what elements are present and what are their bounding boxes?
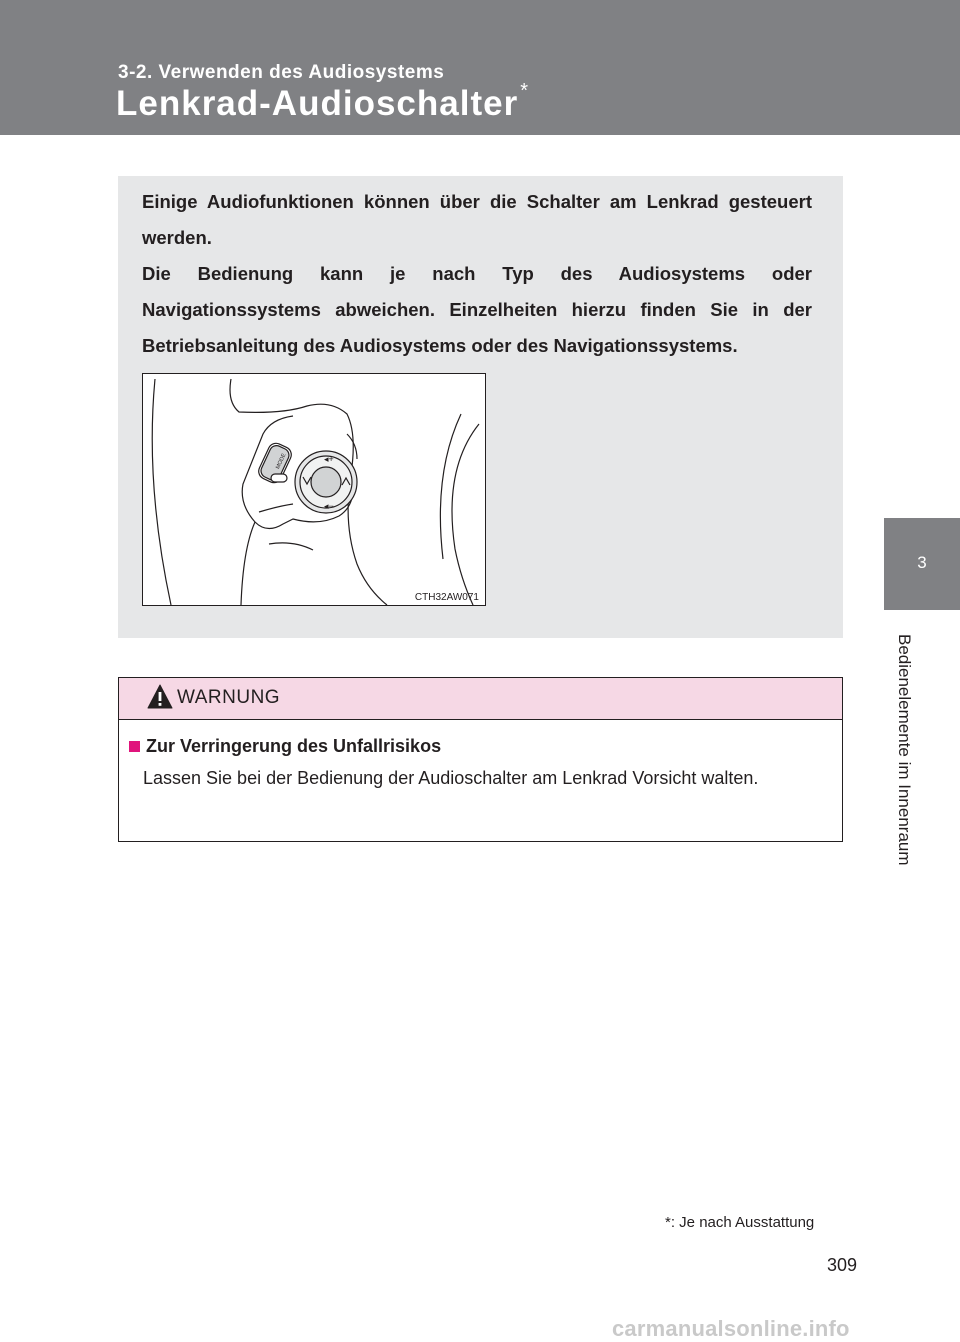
- section-label: 3-2. Verwenden des Audiosystems: [118, 62, 445, 83]
- chapter-tab: [884, 518, 960, 610]
- footnote-text: : Je nach Ausstattung: [670, 1214, 815, 1231]
- square-bullet-icon: [129, 741, 140, 752]
- warning-box: [118, 677, 843, 842]
- mode-button-label: MODE: [275, 452, 288, 471]
- chapter-number: 3: [917, 553, 927, 572]
- page-number: 309: [827, 1255, 858, 1275]
- volume-up-label: ◂+: [324, 454, 334, 464]
- warning-text: Lassen Sie bei der Bedienung der Audioschalter am Lenkrad Vorsicht walten.: [143, 768, 759, 788]
- footnote: [665, 1214, 814, 1231]
- figure-code: CTH32AW071: [414, 592, 479, 603]
- page-title-text: Lenkrad-Audioschalter: [116, 84, 519, 123]
- intro-box: [118, 176, 843, 638]
- intro-paragraph-2: Die Bedienung kann je nach Typ des Audiosystems oder Navigationssystems abweichen. Einzelheiten hierzu finden Sie in der Betriebsanleitung des Audiosystems oder des Navigationssystems.: [142, 263, 812, 356]
- intro-paragraph-1: Einige Audiofunktionen können über die Schalter am Lenkrad gesteuert werden.: [142, 191, 812, 248]
- title-footnote-mark: *: [520, 80, 529, 102]
- warning-header: [119, 678, 842, 720]
- watermark: carmanualsonline.info: [612, 1316, 850, 1341]
- page-title: [116, 80, 529, 124]
- steering-wheel-illustration: [142, 373, 486, 606]
- volume-down-label: ◂−: [324, 501, 334, 511]
- warning-icon: [147, 684, 173, 710]
- chapter-label: Bedienelemente im Innenraum: [895, 634, 914, 866]
- warning-subtitle-text: Zur Verringerung des Unfallrisikos: [146, 736, 442, 756]
- footnote-mark: *: [665, 1214, 671, 1231]
- header-bar: [0, 0, 960, 135]
- warning-subtitle: [129, 736, 441, 757]
- warning-title: WARNUNG: [177, 687, 281, 708]
- steering-wheel-drawing: [143, 374, 485, 605]
